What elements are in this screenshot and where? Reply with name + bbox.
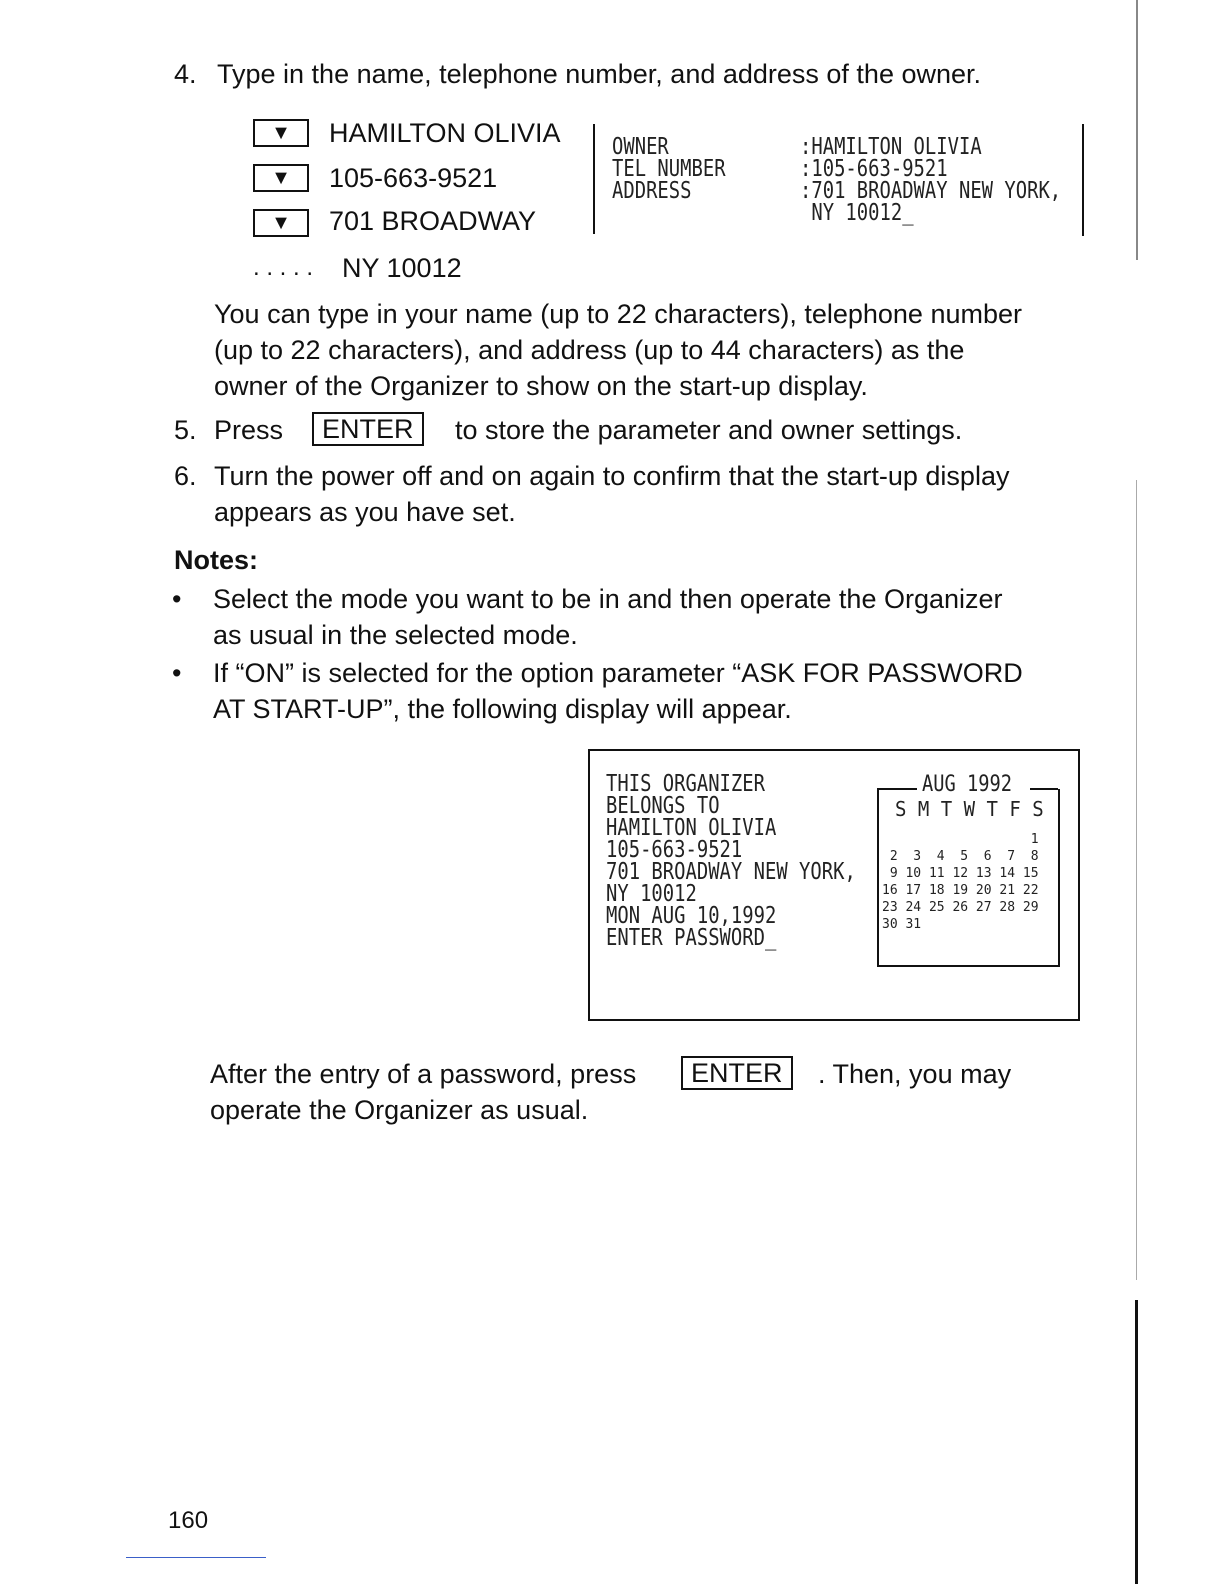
screen2-line: 701 BROADWAY NEW YORK, bbox=[606, 859, 856, 885]
screen2-line: HAMILTON OLIVIA bbox=[606, 815, 777, 841]
screen1-left-border bbox=[593, 124, 595, 234]
screen2-line: NY 10012 bbox=[606, 881, 697, 907]
down-arrow-key-icon: ▼ bbox=[253, 119, 309, 147]
notes-title: Notes: bbox=[174, 545, 259, 575]
note-1-line-1: Select the mode you want to be in and then operate the Organizer bbox=[213, 584, 1003, 614]
calendar-grid bbox=[882, 831, 1039, 933]
step-6-number: 6. bbox=[174, 461, 197, 491]
calendar-row: 16 17 18 19 20 21 22 bbox=[882, 883, 1039, 898]
step-4-explain-2: (up to 22 characters), and address (up to 44 characters) as the bbox=[214, 335, 965, 365]
screen2-line: ENTER PASSWORD_ bbox=[606, 925, 777, 951]
calendar-row: 23 24 25 26 27 28 29 bbox=[882, 900, 1039, 915]
startup-display-text bbox=[606, 773, 911, 949]
step-4-explain-3: owner of the Organizer to show on the start-up display. bbox=[214, 371, 868, 401]
screen2-line: BELONGS TO bbox=[606, 793, 720, 819]
calendar-row: 9 10 11 12 13 14 15 bbox=[882, 866, 1039, 881]
step-4-text: Type in the name, telephone number, and address of the owner. bbox=[217, 59, 982, 89]
step-5-text: to store the parameter and owner settings. bbox=[455, 415, 963, 445]
calendar-row: 1 bbox=[882, 832, 1039, 847]
step-4-explain-1: You can type in your name (up to 22 characters), telephone number bbox=[214, 299, 1022, 329]
page-number: 160 bbox=[168, 1507, 209, 1534]
down-arrow-key-icon: ▼ bbox=[253, 164, 309, 192]
calendar-top-rule-left bbox=[877, 788, 917, 790]
calendar-title: AUG 1992 bbox=[922, 772, 1013, 797]
scan-edge-line bbox=[1136, 480, 1137, 1280]
screen1-label-address: ADDRESS bbox=[612, 178, 692, 204]
screen1-value-tel: :105-663-9521 bbox=[800, 156, 948, 182]
screen1-label-owner: OWNER bbox=[612, 134, 669, 160]
screen2-line: 105-663-9521 bbox=[606, 837, 743, 863]
enter-key-icon: ENTER bbox=[312, 412, 424, 446]
entry-address: 701 BROADWAY bbox=[329, 206, 537, 236]
calendar-row: 30 31 bbox=[882, 917, 922, 932]
down-arrow-key-icon: ▼ bbox=[253, 209, 309, 237]
after-text-2: . Then, you may bbox=[818, 1059, 1012, 1089]
calendar-row: 2 3 4 5 6 7 8 bbox=[882, 849, 1039, 864]
continuation-dots: . . . . . bbox=[253, 254, 314, 281]
calendar-weekdays: S M T W T F S bbox=[895, 797, 1044, 821]
screen1-label-tel: TEL NUMBER bbox=[612, 156, 726, 182]
scan-edge-line bbox=[1135, 1300, 1138, 1584]
bullet-icon: • bbox=[172, 584, 182, 614]
step-6-text-2: appears as you have set. bbox=[214, 497, 516, 527]
screen2-line: THIS ORGANIZER bbox=[606, 771, 765, 797]
step-6-text-1: Turn the power off and on again to confirm that the start-up display bbox=[214, 461, 1010, 491]
entry-address-line2: NY 10012 bbox=[342, 253, 462, 283]
after-text-1: After the entry of a password, press bbox=[210, 1059, 637, 1089]
screen1-value-address2: NY 10012_ bbox=[800, 200, 914, 226]
calendar-top-rule-right bbox=[1030, 788, 1058, 790]
scan-edge-line bbox=[1136, 0, 1138, 260]
entry-phone: 105-663-9521 bbox=[329, 163, 498, 193]
step-5-number: 5. bbox=[174, 415, 197, 445]
screen1-value-address: :701 BROADWAY NEW YORK, bbox=[800, 178, 1062, 204]
screen1-values bbox=[800, 136, 1119, 224]
screen1-value-owner: :HAMILTON OLIVIA bbox=[800, 134, 982, 160]
step-5-press: Press bbox=[214, 415, 284, 445]
screen1-labels bbox=[612, 136, 750, 202]
note-2-line-2: AT START-UP”, the following display will appear. bbox=[213, 694, 792, 724]
enter-key-icon: ENTER bbox=[681, 1056, 793, 1090]
entry-name: HAMILTON OLIVIA bbox=[329, 118, 561, 148]
footer-rule bbox=[126, 1557, 266, 1558]
note-2-line-1: If “ON” is selected for the option parameter “ASK FOR PASSWORD bbox=[213, 658, 1023, 688]
screen2-line: MON AUG 10,1992 bbox=[606, 903, 777, 929]
startup-display-screen bbox=[588, 749, 1080, 1021]
bullet-icon: • bbox=[172, 658, 182, 688]
step-4-number: 4. bbox=[174, 59, 197, 89]
after-text-3: operate the Organizer as usual. bbox=[210, 1095, 589, 1125]
note-1-line-2: as usual in the selected mode. bbox=[213, 620, 578, 650]
